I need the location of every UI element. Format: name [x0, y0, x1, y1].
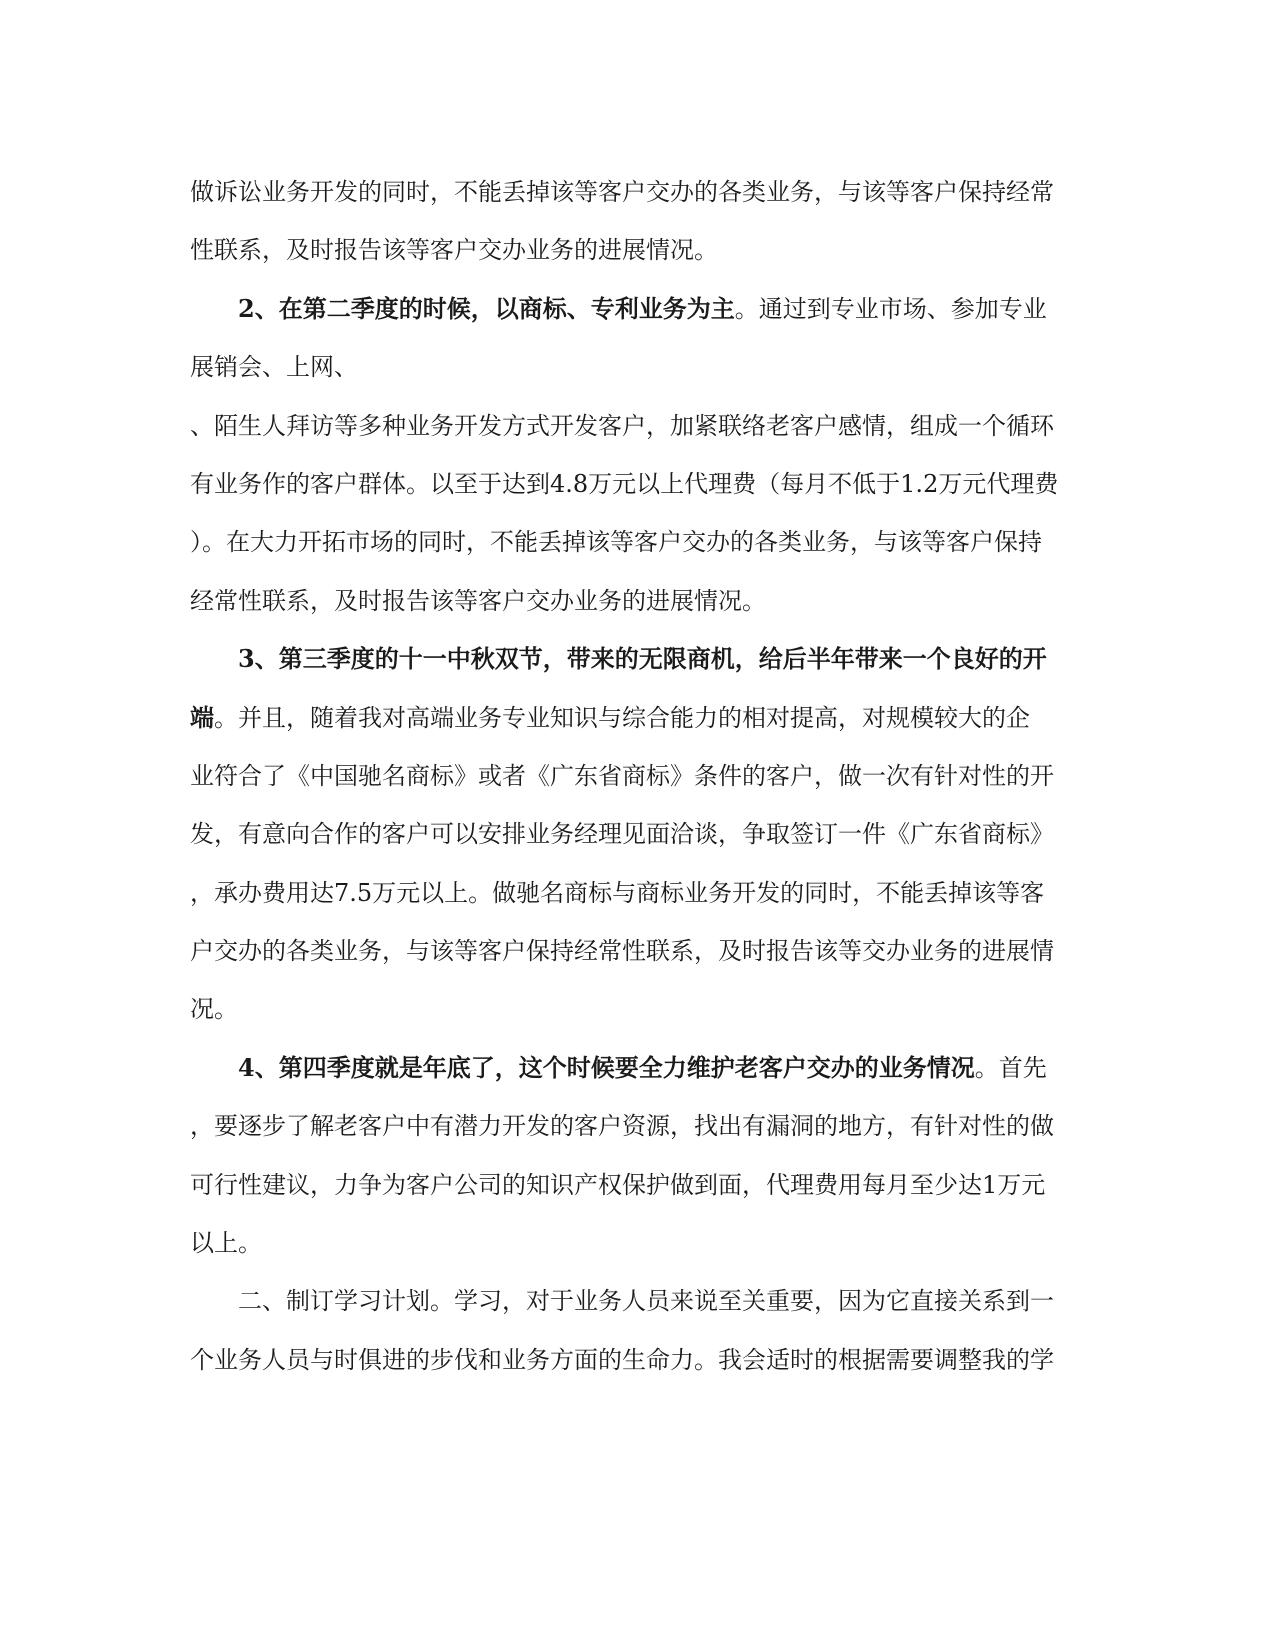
line-text: 经常性联系，及时报告该等客户交办业务的进展情况。 [190, 586, 766, 615]
body-line [190, 163, 1090, 221]
body-line [190, 864, 1090, 922]
body-line [190, 572, 1090, 630]
body-line [190, 1156, 1090, 1214]
section-2-heading [190, 1272, 1090, 1330]
body-line [190, 1331, 1090, 1389]
body-line [190, 1097, 1090, 1155]
body-line [190, 397, 1090, 455]
body-line [190, 689, 1090, 747]
body-line [190, 513, 1090, 571]
line-text: 。并且，随着我对高端业务专业知识与综合能力的相对提高，对规模较大的企 [214, 703, 1030, 732]
line-text: ）。在大力开拓市场的同时，不能丢掉该等客户交办的各类业务，与该等客户保持 [190, 528, 1042, 557]
paragraph-4-heading [190, 1039, 1090, 1097]
paragraph-heading-bold: 4、第四季度就是年底了，这个时候要全力维护老客户交办的业务情况 [238, 1052, 975, 1082]
line-text: 、陌生人拜访等多种业务开发方式开发客户，加紧联络老客户感情，组成一个循环 [190, 411, 1054, 440]
line-text: 。通过到专业市场、参加专业 [734, 294, 1047, 323]
line-text: 。首先 [974, 1053, 1047, 1082]
line-text: ，要逐步了解老客户中有潜力开发的客户资源，找出有漏洞的地方，有针对性的做 [190, 1112, 1054, 1141]
paragraph-heading-bold: 3、第三季度的十一中秋双节，带来的无限商机，给后半年带来一个良好的开 [238, 644, 1047, 674]
line-text: 业符合了《中国驰名商标》或者《广东省商标》条件的客户，做一次有针对性的开 [190, 761, 1054, 790]
line-text: 个业务人员与时俱进的步伐和业务方面的生命力。我会适时的根据需要调整我的学 [190, 1345, 1054, 1374]
paragraph-2-heading [190, 280, 1090, 338]
line-text: 可行性建议，力争为客户公司的知识产权保护做到面，代理费用每月至少达1万元 [190, 1170, 1046, 1199]
line-text: 户交办的各类业务，与该等客户保持经常性联系，及时报告该等交办业务的进展情 [190, 937, 1054, 966]
body-line [190, 1214, 1090, 1272]
document-body [190, 163, 1090, 1389]
body-line [190, 980, 1090, 1038]
paragraph-3-heading [190, 630, 1090, 688]
body-line [190, 747, 1090, 805]
body-line [190, 221, 1090, 279]
line-text: 以上。 [190, 1229, 262, 1258]
line-text: 发，有意向合作的客户可以安排业务经理见面洽谈，争取签订一件《广东省商标》 [190, 820, 1054, 849]
line-text: 做诉讼业务开发的同时，不能丢掉该等客户交办的各类业务，与该等客户保持经常 [190, 178, 1054, 206]
line-text: 二、制订学习计划。学习，对于业务人员来说至关重要，因为它直接关系到一 [238, 1287, 1054, 1316]
body-line [190, 338, 1090, 396]
body-line [190, 922, 1090, 980]
line-text: 展销会、上网、 [190, 353, 358, 382]
line-text: ，承办费用达7.5万元以上。做驰名商标与商标业务开发的同时，不能丢掉该等客 [190, 878, 1045, 907]
body-line [190, 805, 1090, 863]
paragraph-heading-bold: 端 [190, 702, 214, 732]
line-text: 有业务作的客户群体。以至于达到4.8万元以上代理费（每月不低于1.2万元代理费 [190, 469, 1059, 498]
line-text: 性联系，及时报告该等客户交办业务的进展情况。 [190, 236, 718, 265]
line-text: 况。 [190, 995, 238, 1024]
body-line [190, 455, 1090, 513]
paragraph-heading-bold: 2、在第二季度的时候，以商标、专利业务为主 [238, 293, 735, 323]
